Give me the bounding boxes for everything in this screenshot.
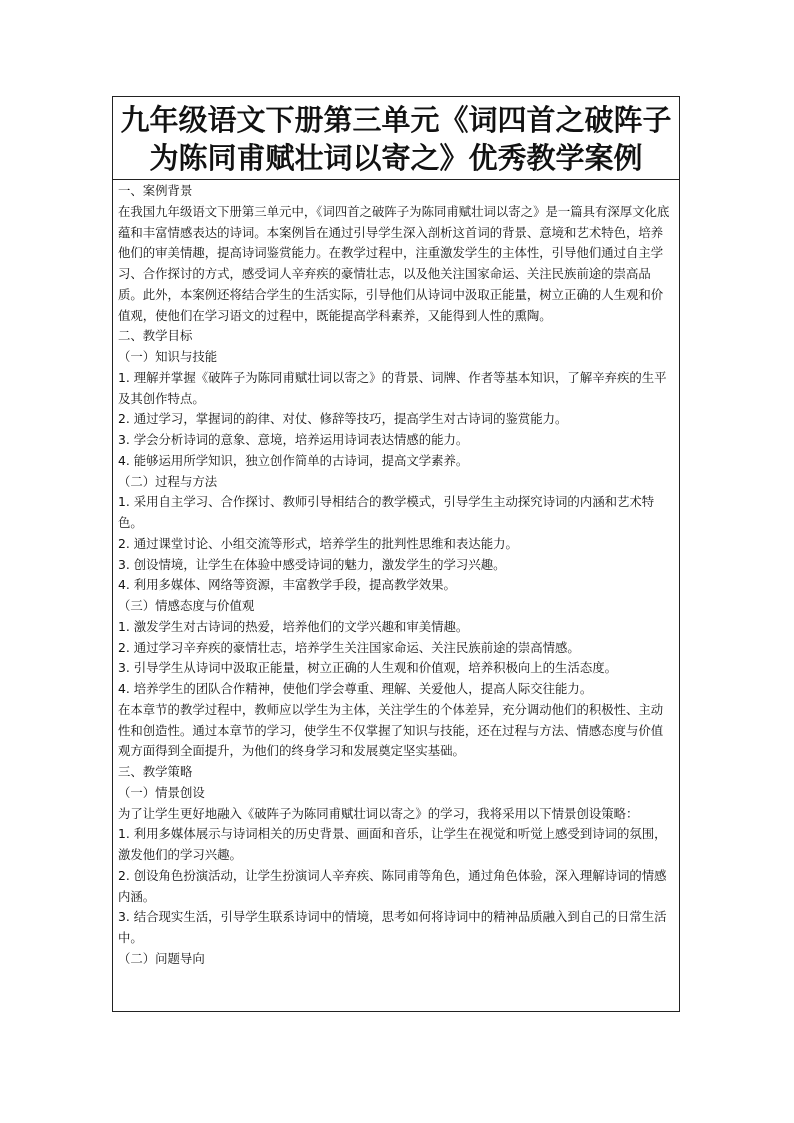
list-item: 1. 采用自主学习、合作探讨、教师引导相结合的教学模式，引导学生主动探究诗词的内涵和艺术特色。 — [118, 494, 655, 530]
list-item: 3. 学会分析诗词的意象、意境，培养运用诗词表达情感的能力。 — [118, 432, 469, 447]
list-item: 3. 结合现实生活，引导学生联系诗词中的情境，思考如何将诗词中的精神品质融入到自己的日常生活中。 — [118, 909, 667, 945]
list-item: 2. 通过课堂讨论、小组交流等形式，培养学生的批判性思维和表达能力。 — [118, 535, 518, 551]
background-paragraph: 在我国九年级语文下册第三单元中，《词四首之破阵子为陈同甫赋壮词以寄之》是一篇具有深厚文化底蕴和丰富情感表达的诗词。本案例旨在通过引导学生深入剖析这首词的背景、意境和艺术特色，培养他们的审美情趣，提高诗词鉴赏能力。在教学过程中，注重激发学生的主体性，引导他们通过自主学习、合作探讨的方式，感受词人辛弃疾的豪情壮志，以及他关注国家命运、关注民族前途的崇高品质。此外，本案例还将结合学生的生活实际，引导他们从诗词中汲取正能量，树立正确的人生观和价值观，使他们在学习语文的过程中，既能提高学科素养，又能得到人性的熏陶。 — [118, 203, 670, 323]
list-item: 3. 创设情境，让学生在体验中感受诗词的魅力，激发学生的学习兴趣。 — [118, 556, 506, 572]
scenario-intro: 为了让学生更好地融入《破阵子为陈同甫赋壮词以寄之》的学习，我将采用以下情景创设策略： — [118, 805, 639, 821]
list-item: 1. 利用多媒体展示与诗词相关的历史背景、画面和音乐，让学生在视觉和听觉上感受到诗词的氛围，激发他们的学习兴趣。 — [118, 826, 667, 862]
list-item: 2. 通过学习，掌握词的韵律、对仗、修辞等技巧，提高学生对古诗词的鉴赏能力。 — [118, 411, 568, 427]
title-line-2: 为陈同甫赋壮词以寄之》优秀教学案例 — [149, 141, 643, 175]
subheading-knowledge-skills: （一）知识与技能 — [118, 349, 218, 364]
objectives-summary: 在本章节的教学过程中，教师应以学生为主体，关注学生的个体差异，充分调动他们的积极性、主动性和创造性。通过本章节的学习，使学生不仅掌握了知识与技能，还在过程与方法、情感态度与价值观方面得到全面提升，为他们的终身学习和发展奠定坚实基础。 — [118, 701, 664, 759]
list-item: 1. 激发学生对古诗词的热爱，培养他们的文学兴趣和审美情趣。 — [118, 618, 469, 634]
list-item: 2. 通过学习辛弃疾的豪情壮志，培养学生关注国家命运、关注民族前途的崇高情感。 — [118, 639, 580, 655]
list-item: 3. 引导学生从诗词中汲取正能量，树立正确的人生观和价值观，培养积极向上的生活态度。 — [118, 660, 617, 676]
section-heading-strategies: 三、教学策略 — [118, 764, 193, 779]
list-item: 4. 培养学生的团队合作精神，使他们学会尊重、理解、关爱他人，提高人际交往能力。 — [118, 681, 593, 696]
list-item: 4. 能够运用所学知识，独立创作简单的古诗词，提高文学素养。 — [118, 452, 469, 468]
section-heading-objectives: 二、教学目标 — [118, 328, 193, 344]
list-item: 2. 创设角色扮演活动，让学生扮演词人辛弃疾、陈同甫等角色，通过角色体验，深入理解诗词的情感内涵。 — [118, 867, 667, 904]
document-body — [118, 181, 675, 970]
title-divider — [113, 179, 679, 180]
subheading-scenario-creation: （一）情景创设 — [118, 784, 205, 800]
subheading-problem-oriented: （二）问题导向 — [118, 950, 205, 966]
title-line-1: 九年级语文下册第三单元《词四首之破阵子 — [120, 103, 672, 137]
section-heading-background: 一、案例背景 — [118, 183, 193, 198]
subheading-emotions-values: （三）情感态度与价值观 — [118, 598, 255, 613]
list-item: 4. 利用多媒体、网络等资源，丰富教学手段，提高教学效果。 — [118, 577, 456, 593]
subheading-process-methods: （二）过程与方法 — [118, 473, 218, 489]
list-item: 1. 理解并掌握《破阵子为陈同甫赋壮词以寄之》的背景、词牌、作者等基本知识，了解辛弃疾的生平及其创作特点。 — [118, 369, 667, 406]
document-frame — [112, 96, 680, 1012]
page-title — [113, 101, 679, 177]
